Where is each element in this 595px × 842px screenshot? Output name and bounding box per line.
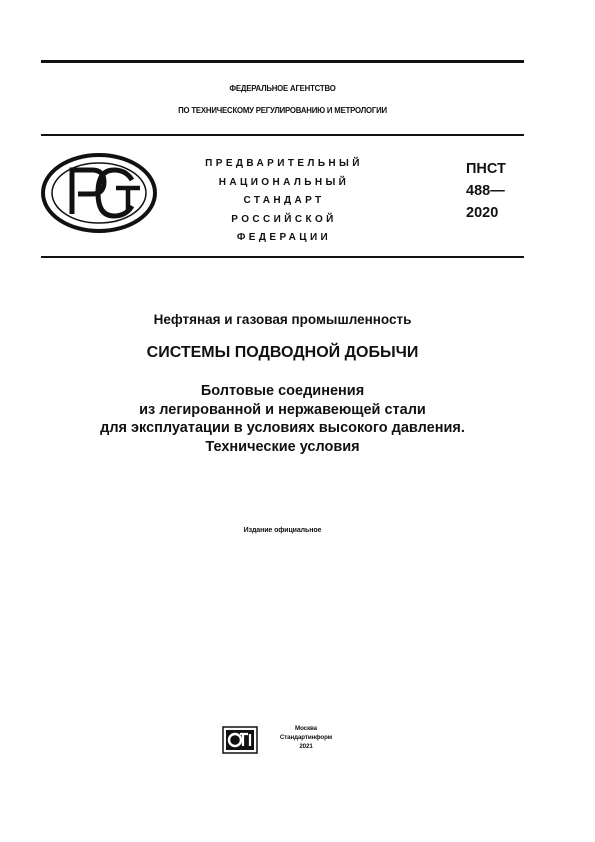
publisher-imprint — [264, 724, 348, 752]
top-rule — [41, 60, 524, 63]
middle-rule — [41, 134, 524, 136]
rst-gost-emblem-icon — [40, 152, 158, 234]
subtitle-line: Технические условия — [205, 438, 360, 455]
standard-type-line: ПРЕДВАРИТЕЛЬНЫЙ — [205, 158, 363, 169]
document-subtitle — [41, 382, 524, 456]
standard-type-line: НАЦИОНАЛЬНЫЙ — [218, 176, 350, 188]
industry-title: Нефтяная и газовая промышленность — [153, 312, 412, 327]
system-title: СИСТЕМЫ ПОДВОДНОЙ ДОБЫЧИ — [146, 344, 419, 361]
standard-code-number: 488— — [466, 183, 505, 199]
edition-label: Издание официальное — [243, 527, 322, 534]
publisher-year: 2021 — [299, 743, 313, 751]
standard-code-prefix: ПНСТ — [466, 161, 506, 177]
standard-type-line: РОССИЙСКОЙ — [231, 213, 337, 225]
subtitle-line: Болтовые соединения — [200, 383, 365, 399]
standard-code-year: 2020 — [466, 205, 499, 221]
subtitle-line: из легированной и нержавеющей стали — [139, 401, 426, 418]
subtitle-line: для эксплуатации в условиях высокого давления. — [100, 420, 465, 436]
agency-name-line-1: ФЕДЕРАЛЬНОЕ АГЕНТСТВО — [229, 84, 336, 93]
standard-type-line: СТАНДАРТ — [243, 195, 325, 206]
standard-type-block — [172, 155, 396, 248]
publisher-name: Стандартинформ — [279, 734, 333, 742]
standard-type-line: ФЕДЕРАЦИИ — [236, 232, 332, 243]
publisher-city: Москва — [295, 725, 317, 732]
standard-code — [466, 158, 506, 224]
standartinform-logo-icon — [222, 726, 258, 754]
agency-name-line-2: ПО ТЕХНИЧЕСКОМУ РЕГУЛИРОВАНИЮ И МЕТРОЛОГИИ — [178, 106, 387, 115]
bottom-rule — [41, 256, 524, 258]
